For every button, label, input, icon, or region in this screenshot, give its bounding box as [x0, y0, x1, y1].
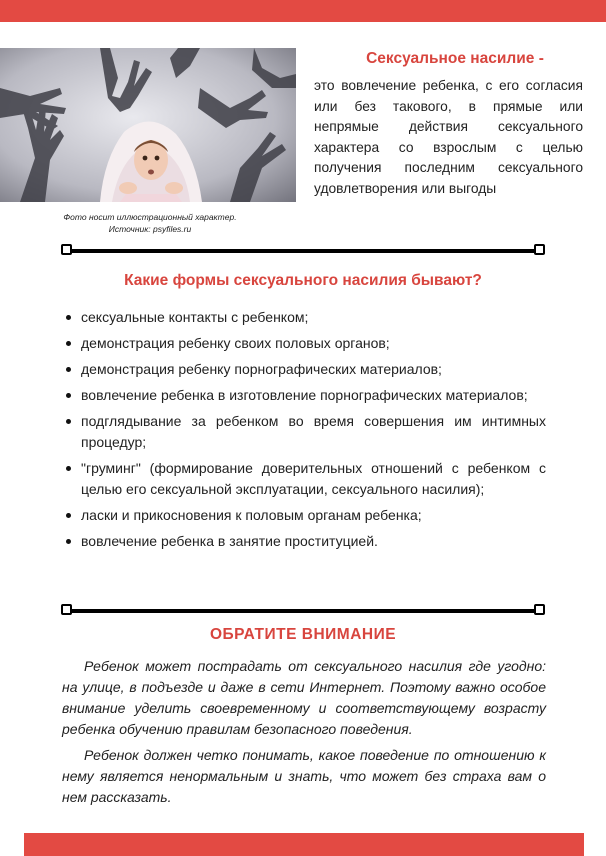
list-item: демонстрация ребенку своих половых органов;: [64, 333, 546, 354]
bottom-accent-bar: [24, 833, 584, 856]
top-accent-bar: [0, 0, 606, 22]
illustration-photo: [0, 48, 296, 202]
list-item: демонстрация ребенку порнографических материалов;: [64, 359, 546, 380]
forms-list: [64, 307, 546, 557]
attention-paragraph-2: Ребенок должен четко понимать, какое поведение по отношению к нему является ненормальным и знать, что может без страха вам о нем рассказать.: [62, 747, 546, 805]
divider-left-cap: [61, 244, 72, 255]
divider-line: [68, 609, 538, 613]
divider-right-cap: [534, 244, 545, 255]
attention-heading: ОБРАТИТЕ ВНИМАНИЕ: [209, 626, 397, 643]
section-divider: [60, 243, 546, 259]
forms-heading: Какие формы сексуального насилия бывают?: [124, 272, 482, 289]
intro-definition: это вовлечение ребенка, с его согласия или без такового, в прямые или непрямые действия сексуального характера со взрослым с целью получения последним сексуального удовлетворения или выгоды: [314, 78, 583, 196]
intro-title: Сексуальное насилие -: [366, 50, 544, 67]
divider-left-cap: [61, 604, 72, 615]
photo-caption-note: Фото носит иллюстрационный характер.: [63, 212, 237, 222]
photo-caption-source: Источник: psyfiles.ru: [108, 224, 192, 234]
section-divider: [60, 603, 546, 619]
list-item: подглядывание за ребенком во время совершения им интимных процедур;: [64, 411, 546, 453]
list-item: сексуальные контакты с ребенком;: [64, 307, 546, 328]
attention-paragraph-1: Ребенок может пострадать от сексуального насилия где угодно: на улице, в подъезде и даже в сети Интернет. Поэтому важно особое внимание уделить своевременному и соответствующему возрасту ребенка обучению правилам безопасного поведения.: [62, 658, 546, 737]
list-item: "груминг" (формирование доверительных отношений с ребенком с целью его сексуальной эксплуатации, сексуального насилия);: [64, 458, 546, 500]
list-item: ласки и прикосновения к половым органам ребенка;: [64, 505, 546, 526]
list-item: вовлечение ребенка в занятие проституцией.: [64, 531, 546, 552]
photo-caption: [20, 211, 280, 235]
list-item: вовлечение ребенка в изготовление порнографических материалов;: [64, 385, 546, 406]
divider-right-cap: [534, 604, 545, 615]
divider-line: [68, 249, 538, 253]
